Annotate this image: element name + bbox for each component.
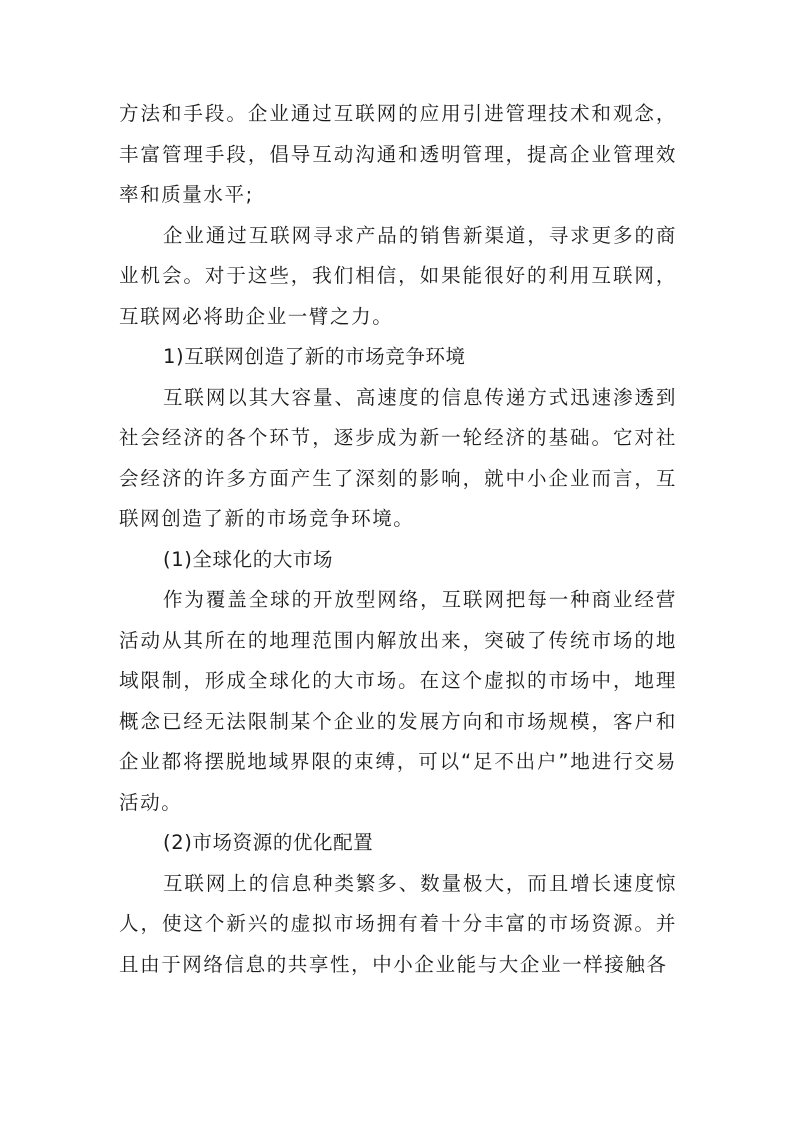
paragraph-market-environment: 互联网以其大容量、高速度的信息传递方式迅速渗透到社会经济的各个环节，逐步成为新一轮经济的基础。它对社会经济的许多方面产生了深刻的影响，就中小企业而言，互联网创造了新的市场竞争环境。 (119, 385, 677, 530)
heading-market-environment: 1)互联网创造了新的市场竞争环境 (163, 345, 466, 368)
paragraph-resource-allocation: 互联网上的信息种类繁多、数量极大，而且增长速度惊人，使这个新兴的虚拟市场拥有着十分丰富的市场资源。并且由于网络信息的共享性，中小企业能与大企业一样接触各 (119, 871, 677, 976)
paragraph-sales-channels: 企业通过互联网寻求产品的销售新渠道，寻求更多的商业机会。对于这些，我们相信，如果能很好的利用互联网，互联网必将助企业一臂之力。 (119, 223, 677, 328)
heading-global-market: (1)全球化的大市场 (163, 547, 334, 571)
paragraph-continuation: 方法和手段。企业通过互联网的应用引进管理技术和观念，丰富管理手段，倡导互动沟通和透明管理，提高企业管理效率和质量水平; (119, 102, 677, 206)
document-body (119, 94, 677, 985)
paragraph-global-market: 作为覆盖全球的开放型网络，互联网把每一种商业经营活动从其所在的地理范围内解放出来，突破了传统市场的地域限制，形成全球化的大市场。在这个虚拟的市场中，地理概念已经无法限制某个企业的发展方向和市场规模，客户和企业都将摆脱地域界限的束缚，可以“足不出户”地进行交易活动。 (119, 588, 677, 814)
heading-resource-allocation: (2)市场资源的优化配置 (163, 831, 374, 854)
